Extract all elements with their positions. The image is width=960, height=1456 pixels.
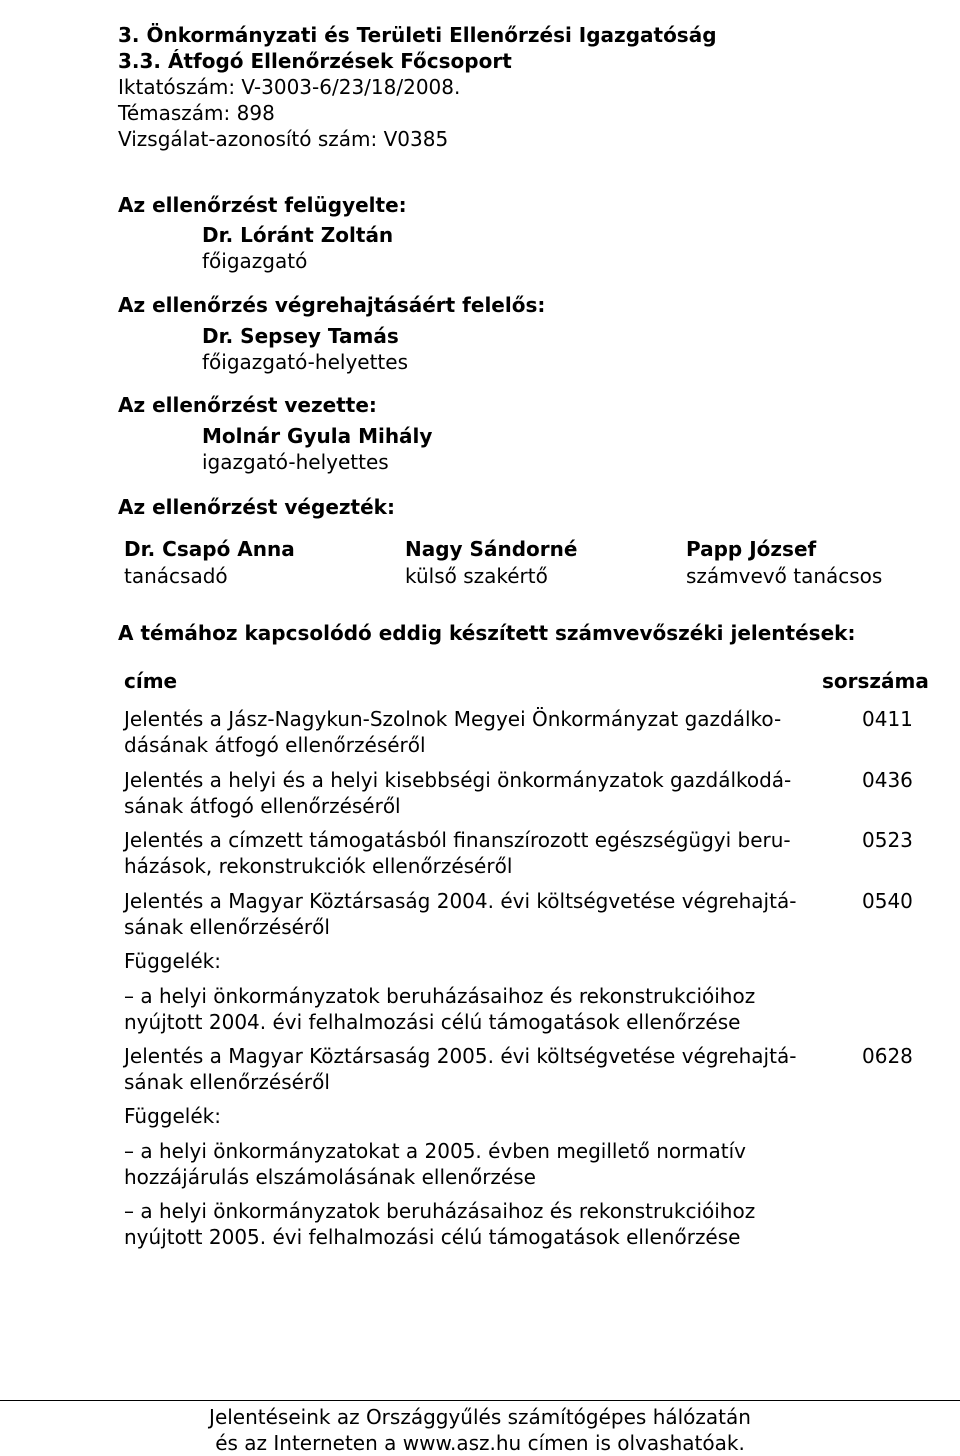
- report-line: nyújtott 2005. évi felhalmozási célú támogatások ellenőrzése: [124, 1225, 741, 1249]
- appendix-item: [124, 983, 814, 1035]
- responsible-label: Az ellenőrzés végrehajtásáért felelős:: [118, 293, 546, 317]
- reports-column-title: címe: [124, 669, 178, 693]
- topic-number: Témaszám: 898: [118, 101, 275, 125]
- report-line: Függelék:: [124, 949, 221, 973]
- department-heading: 3. Önkormányzati és Területi Ellenőrzési Igazgatóság: [118, 23, 717, 47]
- report-line: Jelentés a Magyar Köztársaság 2004. évi költségvetése végrehajtá-: [124, 889, 797, 913]
- group-heading: 3.3. Átfogó Ellenőrzések Főcsoport: [118, 49, 512, 73]
- reports-column-number: sorszáma: [822, 669, 929, 693]
- audit-id: Vizsgálat-azonosító szám: V0385: [118, 127, 449, 151]
- responsible-name: Dr. Sepsey Tamás: [202, 324, 399, 348]
- auditor-title: számvevő tanácsos: [686, 564, 883, 588]
- report-item: [124, 706, 814, 758]
- report-number: 0523: [862, 828, 913, 852]
- report-line: Jelentés a Jász-Nagykun-Szolnok Megyei Önkormányzat gazdálko-: [124, 707, 782, 731]
- appendix-item: [124, 1198, 814, 1250]
- auditor-title: külső szakértő: [405, 564, 548, 588]
- footer-divider: [0, 1400, 960, 1401]
- report-number: 0540: [862, 889, 913, 913]
- auditor-title: tanácsadó: [124, 564, 228, 588]
- auditor-name: Dr. Csapó Anna: [124, 537, 295, 561]
- supervised-name: Dr. Lóránt Zoltán: [202, 223, 394, 247]
- report-line: házások, rekonstrukciók ellenőrzéséről: [124, 854, 513, 878]
- footer-line: Jelentéseink az Országgyűlés számítógépes hálózatán: [209, 1405, 751, 1429]
- footer-line: és az Interneten a www.asz.hu címen is olvashatóak.: [215, 1431, 745, 1455]
- report-number: 0628: [862, 1044, 913, 1068]
- report-line: Függelék:: [124, 1104, 221, 1128]
- report-line: dásának átfogó ellenőrzéséről: [124, 733, 426, 757]
- appendix-item: [124, 1138, 814, 1190]
- led-label: Az ellenőrzést vezette:: [118, 393, 377, 417]
- report-line: – a helyi önkormányzatok beruházásaihoz és rekonstrukcióihoz: [124, 1199, 756, 1223]
- registration-number: Iktatószám: V-3003-6/23/18/2008.: [118, 75, 461, 99]
- reports-heading: A témához kapcsolódó eddig készített számvevőszéki jelentések:: [118, 621, 856, 645]
- report-line: nyújtott 2004. évi felhalmozási célú támogatások ellenőrzése: [124, 1010, 741, 1034]
- report-line: – a helyi önkormányzatokat a 2005. évben megillető normatív: [124, 1139, 746, 1163]
- report-item: [124, 767, 814, 819]
- appendix-label: [124, 948, 814, 974]
- appendix-label: [124, 1103, 814, 1129]
- report-line: hozzájárulás elszámolásának ellenőrzése: [124, 1165, 536, 1189]
- auditor-name: Papp József: [686, 537, 817, 561]
- report-line: Jelentés a címzett támogatásból finanszírozott egészségügyi beru-: [124, 828, 791, 852]
- report-number: 0436: [862, 768, 913, 792]
- report-line: sának ellenőrzéséről: [124, 915, 330, 939]
- led-title: igazgató-helyettes: [202, 450, 389, 474]
- report-line: Jelentés a Magyar Köztársaság 2005. évi költségvetése végrehajtá-: [124, 1044, 797, 1068]
- report-line: – a helyi önkormányzatok beruházásaihoz és rekonstrukcióihoz: [124, 984, 756, 1008]
- responsible-title: főigazgató-helyettes: [202, 350, 408, 374]
- report-line: sának ellenőrzéséről: [124, 1070, 330, 1094]
- report-item: [124, 888, 814, 940]
- supervised-title: főigazgató: [202, 249, 308, 273]
- report-line: Jelentés a helyi és a helyi kisebbségi önkormányzatok gazdálkodá-: [124, 768, 792, 792]
- report-line: sának átfogó ellenőrzéséről: [124, 794, 401, 818]
- report-number: 0411: [862, 707, 913, 731]
- supervised-label: Az ellenőrzést felügyelte:: [118, 193, 407, 217]
- report-item: [124, 1043, 814, 1095]
- led-name: Molnár Gyula Mihály: [202, 424, 433, 448]
- performed-label: Az ellenőrzést végezték:: [118, 495, 395, 519]
- auditor-name: Nagy Sándorné: [405, 537, 578, 561]
- report-item: [124, 827, 814, 879]
